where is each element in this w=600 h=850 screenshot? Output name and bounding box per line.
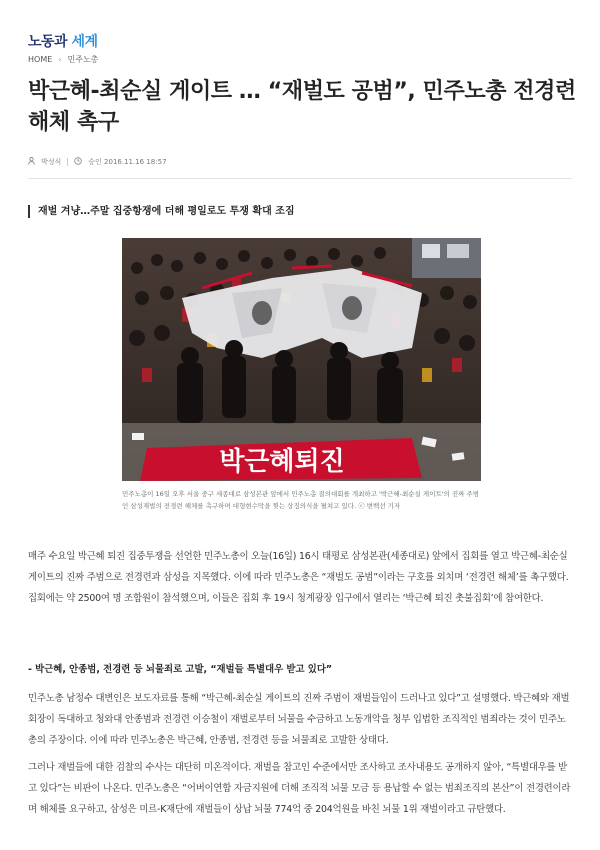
clock-icon <box>74 157 82 167</box>
site-logo[interactable] <box>28 30 98 52</box>
divider <box>28 178 572 179</box>
svg-text:박근혜퇴진: 박근혜퇴진 <box>219 447 345 477</box>
logo-text: 노동과 세계 <box>28 34 98 50</box>
body-paragraph-3: 그러나 재벌들에 대한 검찰의 수사는 대단히 미온적이다. 재벌을 참고인 수준에서만 조사하고 조사내용도 공개하지 않아, “특별대우를 받고 있다”는 비판이 나온다. 민주노총은 “어버이연합 자금지원에 더해 조직적 뇌물 모금 등 용납할 수 없는 범죄조직의 본산”이 전경련이라며 해체를 요구하고, 삼성은 미르-K재단에 재벌들이 상납 뇌물 774억 중 204억원을 바친 뇌물 1위 재벌이라고 규탄했다. <box>28 762 571 815</box>
chevron-right-icon: › <box>58 55 62 64</box>
meta-divider <box>67 158 68 166</box>
article-photo[interactable] <box>122 238 481 481</box>
breadcrumb <box>28 54 98 65</box>
article-subtitle: 재벌 겨냥…주말 집중항쟁에 더해 평일로도 투쟁 확대 조짐 <box>28 205 295 218</box>
article-title: 박근혜-최순실 게이트 … “재벌도 공범”, 민주노총 전경련 해체 촉구 <box>28 79 576 135</box>
body-paragraph-2: 민주노총 남정수 대변인은 보도자료를 통해 “박근혜-최순실 게이트의 진짜 주범이 재벌들임이 드러나고 있다”고 설명했다. 박근혜와 재벌회장이 독대하고 청와대 안종범과 전경련 이승철이 재벌로부터 뇌물을 수금하고 노동개악을 청부 입법한 조직적인 범죄라는 것이 민주노총의 주장이다. 이에 따라 민주노총은 박근혜, 안종범, 전경련 등을 뇌물죄로 고발한 상태다. <box>28 693 570 746</box>
protest-photo-illustration <box>122 238 481 481</box>
breadcrumb-section[interactable]: 민주노총 <box>67 55 99 64</box>
section-heading: - 박근혜, 안종범, 전경련 등 뇌물죄로 고발, “재벌들 특별대우 받고 있다” <box>28 664 333 675</box>
person-icon <box>28 157 35 167</box>
body-paragraph-1: 매주 수요일 박근혜 퇴진 집중투쟁을 선언한 민주노총이 오늘(16일) 16시 태평로 삼성본관(세종대로) 앞에서 집회를 열고 박근혜-최순실 게이트의 진짜 주범으로 전경련과 삼성을 지목했다. 이에 따라 민주노총은 “재벌도 공범”이라는 구호를 외치며 ‘전경련 해체’를 촉구했다. 집회에는 약 2500여 명 조합원이 참석했으며, 이들은 집회 후 19시 청계광장 입구에서 열리는 ‘박근혜 퇴진 촛불집회’에 참여한다. <box>28 551 569 604</box>
photo-caption: 민주노총이 16일 오후 서울 중구 세종대로 삼성본관 앞에서 민주노총 결의대회를 개최하고 '박근혜-최순실 게이트'의 진짜 주범인 삼성재벌의 전경련 해체를 촉구하며 대형현수막을 찢는 상징의식을 펼쳐고 있다. ⓒ 변백선 기자 <box>122 490 480 510</box>
author-name[interactable]: 박성식 <box>41 158 62 166</box>
article-meta <box>28 157 167 167</box>
approved-datetime: 승인 2016.11.16 18:57 <box>88 158 167 166</box>
breadcrumb-home[interactable]: HOME <box>28 55 53 64</box>
